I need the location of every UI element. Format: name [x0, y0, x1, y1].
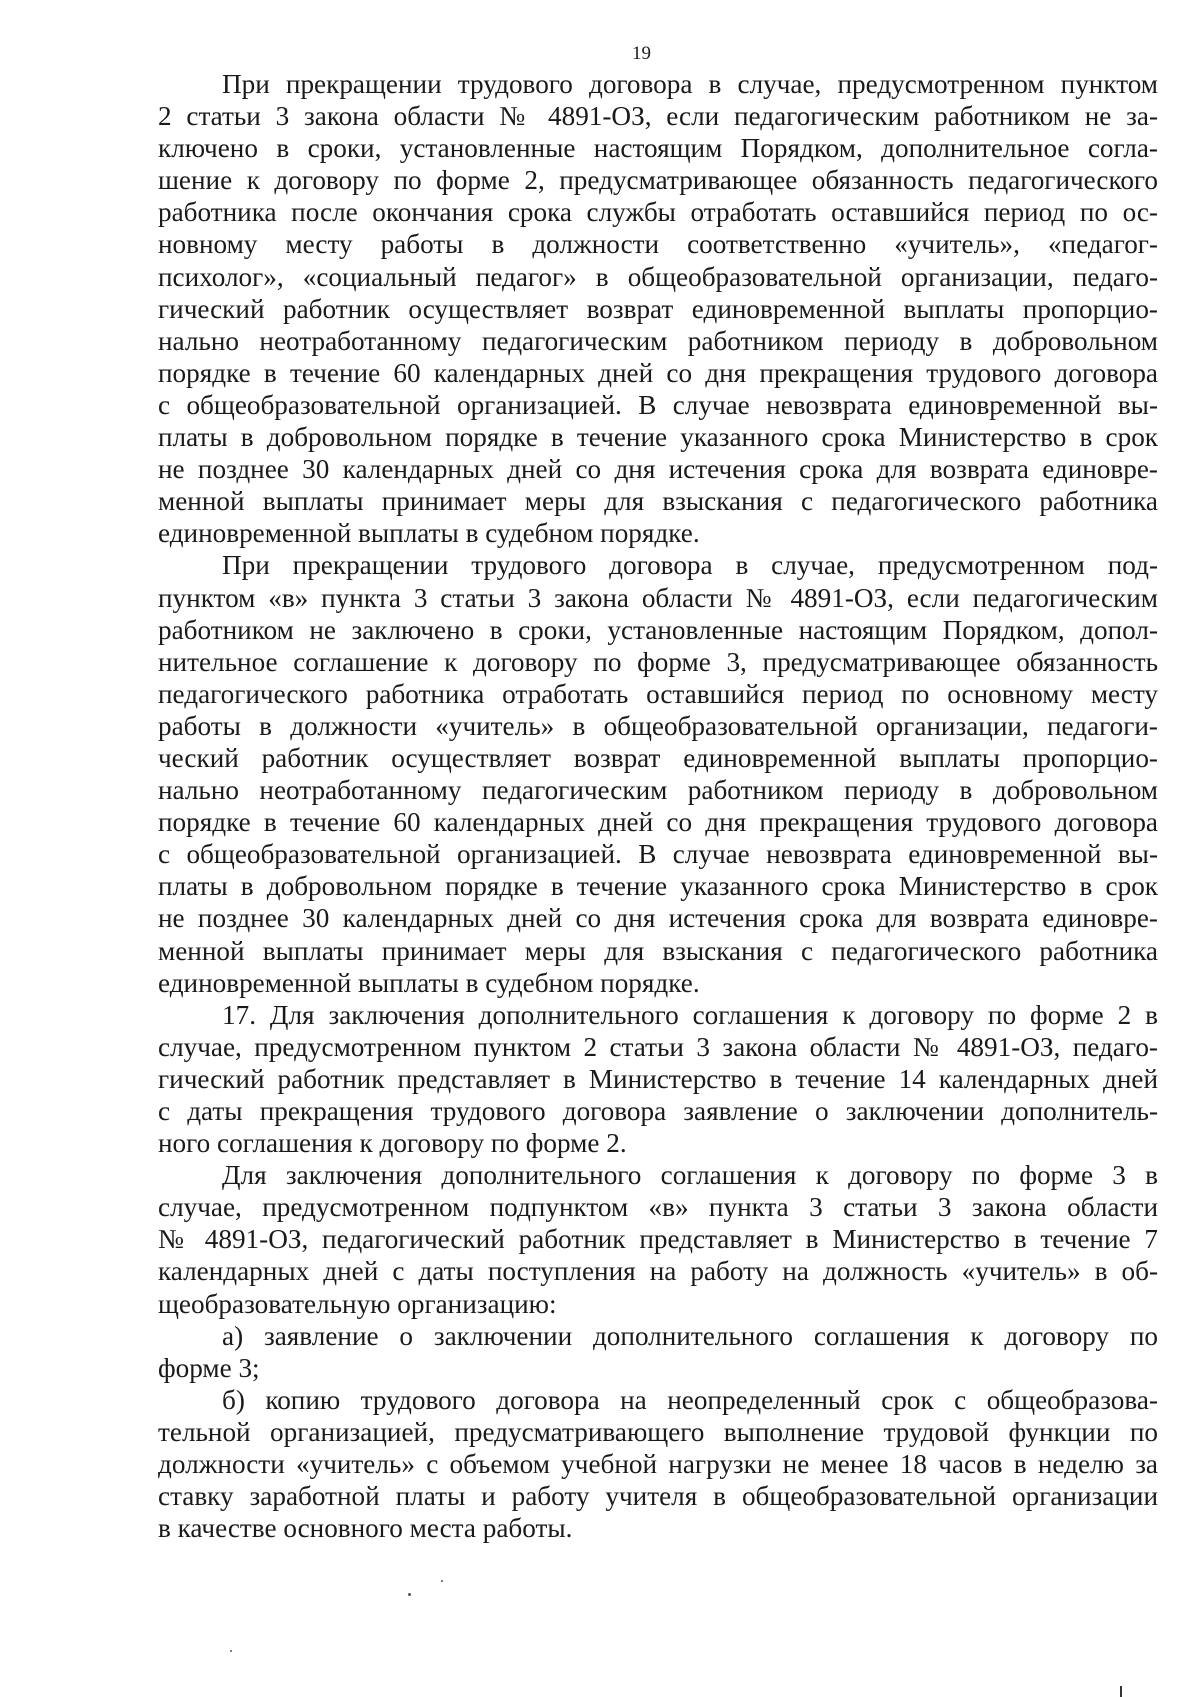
text-line: работы в должности «учитель» в общеобразовательной организации, педагоги-: [158, 710, 1158, 741]
text-line: шение к договору по форме 2, предусматривающее обязанность педагогического: [158, 165, 1158, 196]
text-line: менной выплаты принимает меры для взыскания с педагогического работника: [158, 486, 1158, 517]
scan-speck: [441, 1580, 443, 1582]
text-line: работником не заключено в сроки, установленные настоящим Порядком, допол-: [158, 614, 1158, 645]
text-line: с общеобразовательной организацией. В случае невозврата единовременной вы-: [158, 389, 1158, 420]
text-line: нально неотработанному педагогическим работником периоду в добровольном: [158, 325, 1158, 356]
scan-speck: [230, 1650, 232, 1652]
text-line: гический работник представляет в Министерство в течение 14 календарных дней: [158, 1063, 1158, 1094]
text-line: ключено в сроки, установленные настоящим Порядком, дополнительное согла-: [158, 133, 1158, 164]
text-line: ческий работник осуществляет возврат единовременной выплаты пропорцио-: [158, 742, 1158, 773]
text-line: психолог», «социальный педагог» в общеобразовательной организации, педаго-: [158, 261, 1158, 292]
text-line: календарных дней с даты поступления на работу на должность «учитель» в об-: [158, 1256, 1158, 1287]
text-line: форме 3;: [158, 1352, 260, 1383]
text-line: платы в добровольном порядке в течение указанного срока Министерство в срок: [158, 871, 1158, 902]
text-line: порядке в течение 60 календарных дней со дня прекращения трудового договора: [158, 807, 1158, 838]
document-body: [158, 68, 1158, 1544]
text-line: работника после окончания срока службы отработать оставшийся период по ос-: [158, 197, 1158, 228]
text-line: б) копию трудового договора на неопределенный срок с общеобразова-: [222, 1384, 1158, 1415]
text-line: нительное соглашение к договору по форме 3, предусматривающее обязанность: [158, 646, 1158, 677]
text-line: новному месту работы в должности соответственно «учитель», «педагог-: [158, 229, 1158, 260]
text-line: При прекращении трудового договора в случае, предусмотренном пунктом: [222, 69, 1158, 99]
text-line: нально неотработанному педагогическим работником периоду в добровольном: [158, 775, 1158, 806]
paragraph: [158, 68, 1158, 549]
text-line: педагогического работника отработать оставшийся период по основному месту: [158, 678, 1158, 709]
text-line: 2 статьи 3 закона области № 4891-ОЗ, если педагогическим работником не за-: [158, 101, 1158, 132]
text-line: № 4891-ОЗ, педагогический работник представляет в Министерство в течение 7: [158, 1224, 1158, 1255]
text-line: ставку заработной платы и работу учителя в общеобразовательной организации: [158, 1481, 1158, 1512]
text-line: порядке в течение 60 календарных дней со дня прекращения трудового договора: [158, 357, 1158, 388]
scan-edge-mark: [1120, 1686, 1122, 1697]
text-line: а) заявление о заключении дополнительного соглашения к договору по: [222, 1320, 1158, 1351]
text-line: пунктом «в» пункта 3 статьи 3 закона области № 4891-ОЗ, если педагогическим: [158, 582, 1158, 613]
paragraph: [158, 1159, 1158, 1319]
text-line: единовременной выплаты в судебном порядке.: [158, 518, 700, 549]
paragraph: [158, 1384, 1158, 1544]
text-line: не позднее 30 календарных дней со дня истечения срока для возврата единовре-: [158, 903, 1158, 934]
paragraph: [158, 549, 1158, 998]
scan-speck: [408, 1593, 411, 1596]
text-line: с даты прекращения трудового договора заявление о заключении дополнитель-: [158, 1096, 1158, 1126]
text-line: тельной организацией, предусматривающего выполнение трудовой функции по: [158, 1416, 1158, 1447]
text-line: 17. Для заключения дополнительного соглашения к договору по форме 2 в: [222, 999, 1158, 1030]
text-line: с общеобразовательной организацией. В случае невозврата единовременной вы-: [158, 839, 1158, 870]
text-line: гический работник осуществляет возврат единовременной выплаты пропорцио-: [158, 293, 1158, 324]
text-line: щеобразовательную организацию:: [158, 1288, 557, 1319]
text-line: ного соглашения к договору по форме 2.: [158, 1128, 627, 1159]
text-line: менной выплаты принимает меры для взыскания с педагогического работника: [158, 935, 1158, 966]
text-line: единовременной выплаты в судебном порядке.: [158, 967, 700, 998]
text-line: должности «учитель» с объемом учебной нагрузки не менее 18 часов в неделю за: [158, 1449, 1158, 1480]
text-line: случае, предусмотренном пунктом 2 статьи 3 закона области № 4891-ОЗ, педаго-: [158, 1031, 1158, 1062]
text-line: не позднее 30 календарных дней со дня истечения срока для возврата единовре-: [158, 454, 1158, 485]
text-line: в качестве основного места работы.: [158, 1513, 573, 1544]
paragraph: [158, 1320, 1158, 1384]
text-line: платы в добровольном порядке в течение указанного срока Министерство в срок: [158, 422, 1158, 453]
text-line: случае, предусмотренном подпунктом «в» пункта 3 статьи 3 закона области: [158, 1192, 1158, 1223]
paragraph: [158, 999, 1158, 1159]
text-line: Для заключения дополнительного соглашения к договору по форме 3 в: [222, 1160, 1158, 1191]
page-number: 19: [632, 43, 651, 64]
text-line: При прекращении трудового договора в случае, предусмотренном под-: [222, 550, 1158, 581]
